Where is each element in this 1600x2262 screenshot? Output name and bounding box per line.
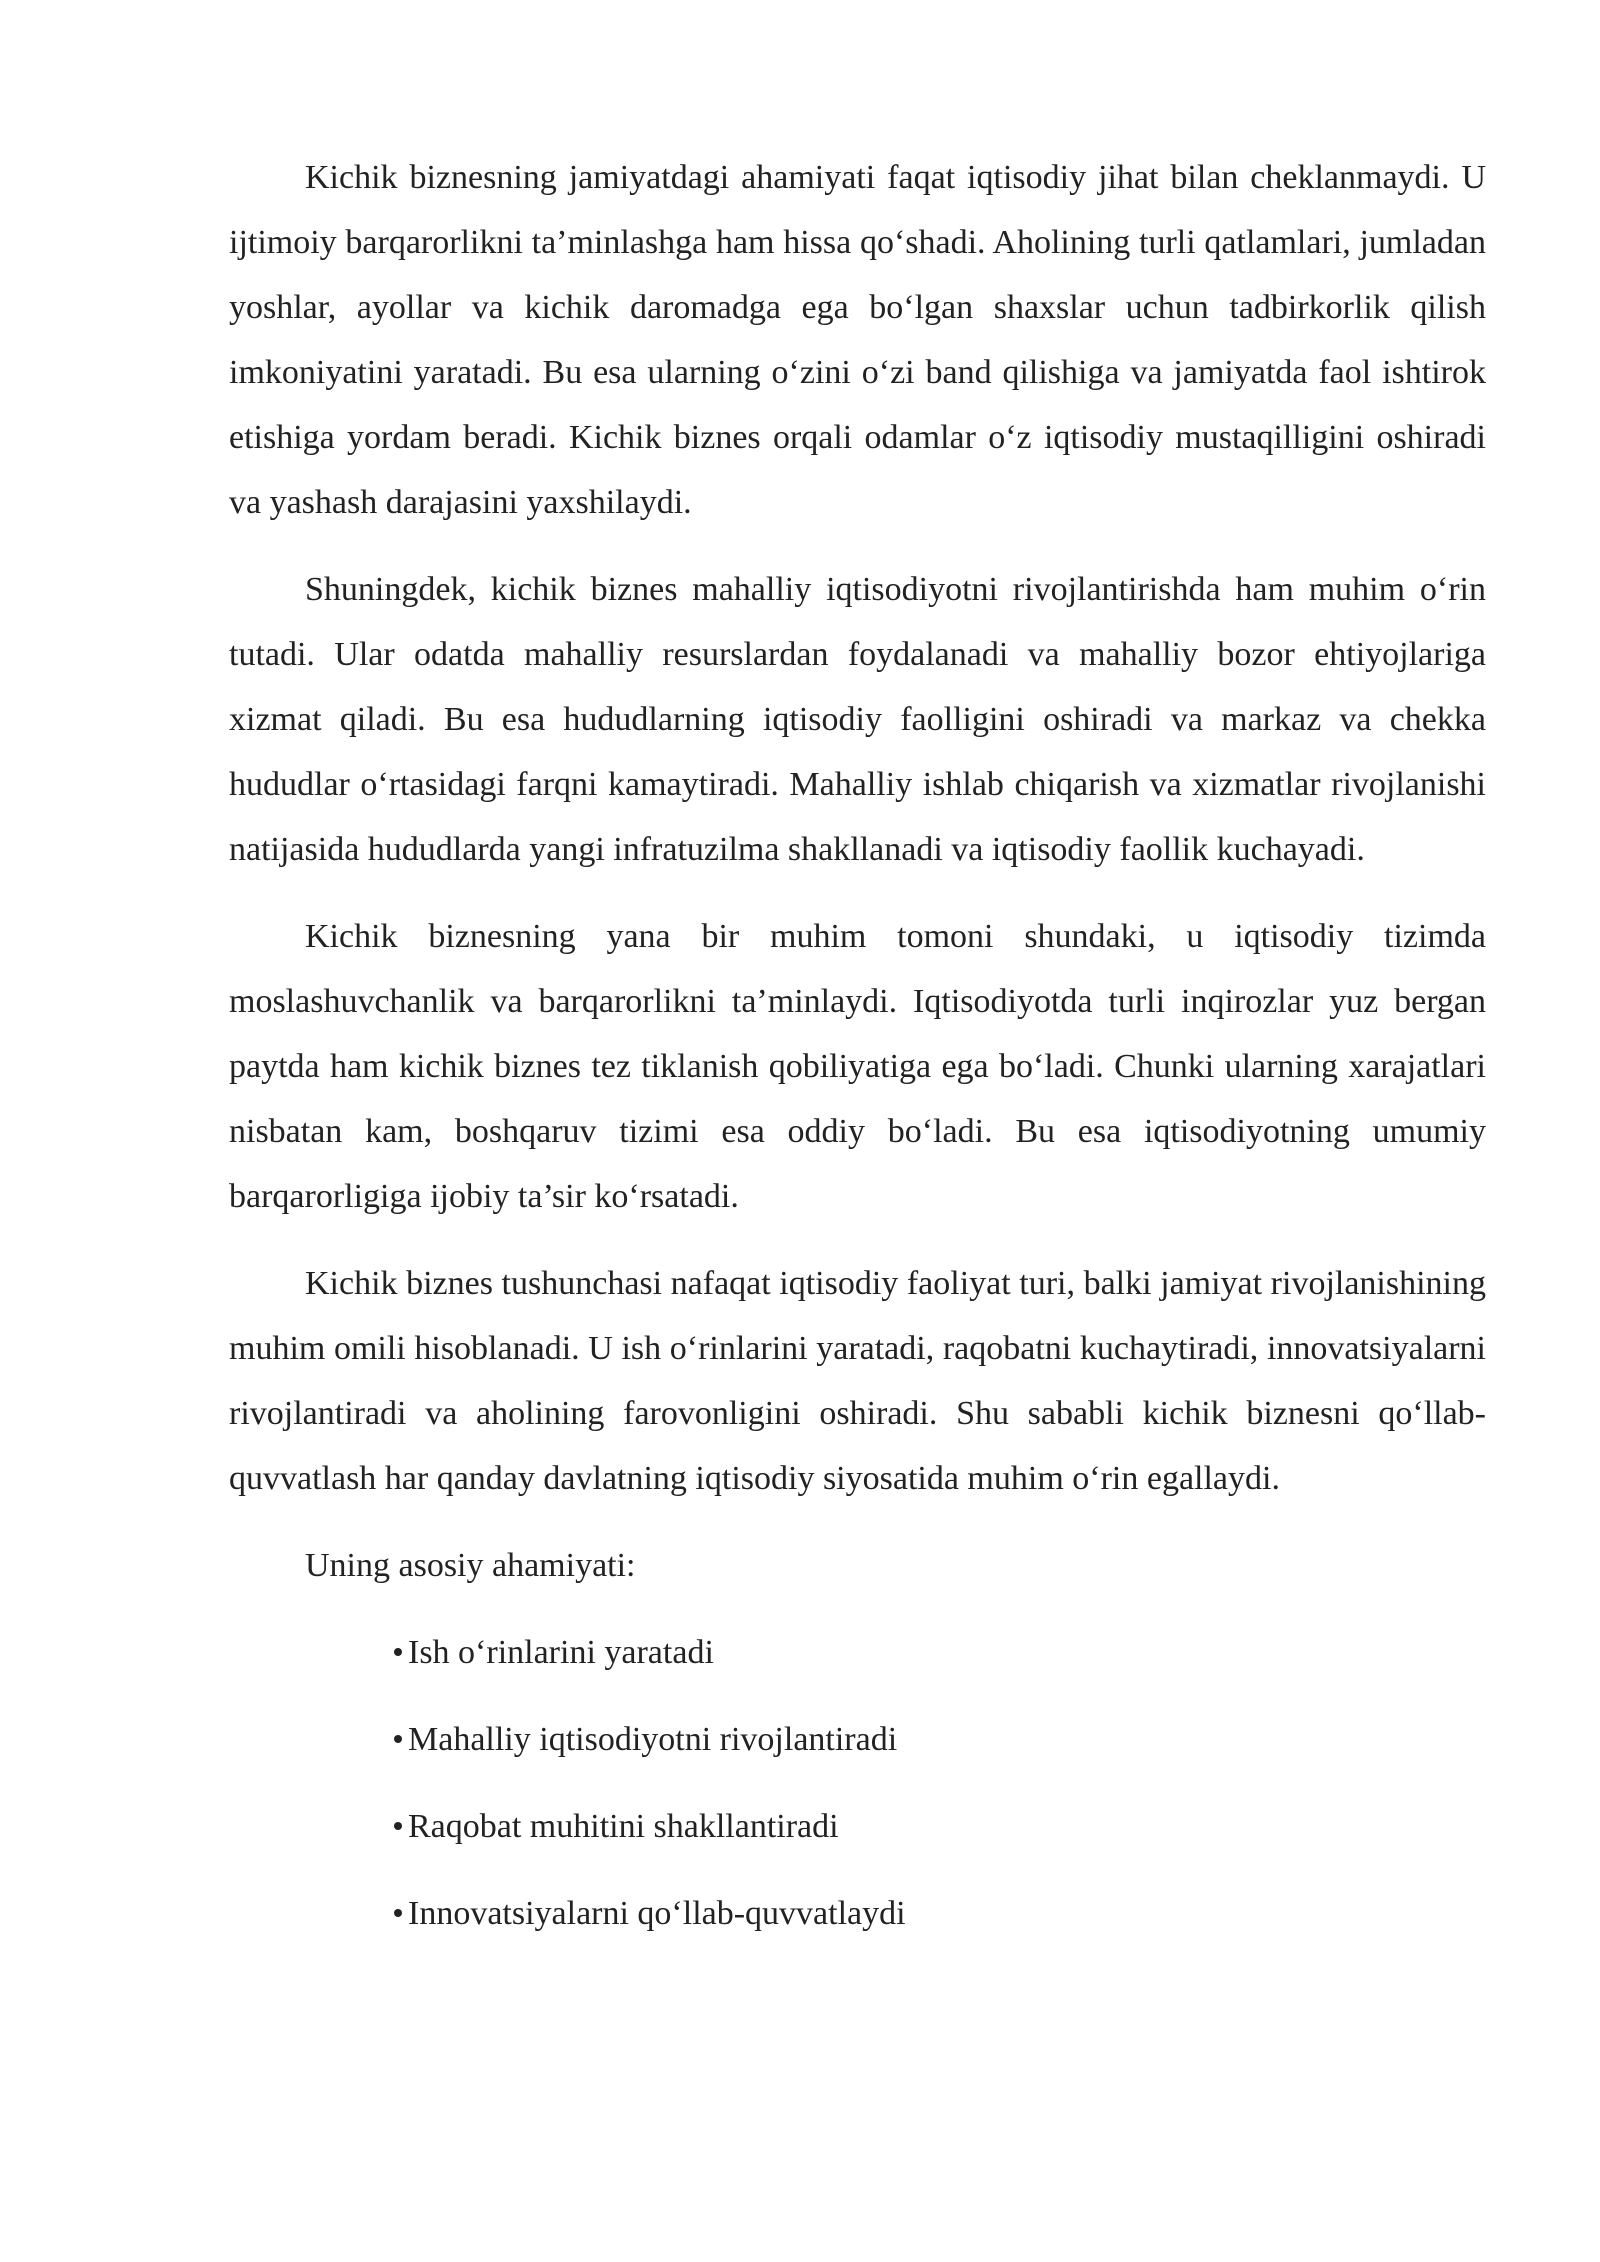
bullet-icon: [394, 1735, 402, 1743]
list-intro: Uning asosiy ahamiyati:: [305, 1547, 636, 1584]
paragraph-social-importance: Kichik biznesning jamiyatdagi ahamiyati faqat iqtisodiy jihat bilan cheklanmaydi. U ijtimoiy barqarorlikni ta’minlashga ham hissa qo‘shadi. Aholining turli qatlamlari, jumladan yoshlar, ayollar va kichik daromadga ega bo‘lgan shaxslar uchun tadbirkorlik qilish imkoniyatini yaratadi. Bu esa ularning o‘zini o‘zi band qilishiga va jamiyatda faol ishtirok etishiga yordam beradi. Kichik biznes orqali odamlar o‘z iqtisodiy mustaqilligini oshiradi va yashash darajasini yaxshilaydi.: [229, 159, 1486, 521]
list-item: [394, 1707, 1486, 1772]
importance-list: [229, 1620, 1486, 1946]
list-item: [394, 1620, 1486, 1685]
list-item-text: Ish o‘rinlarini yaratadi: [408, 1634, 714, 1671]
document-body: [229, 145, 1486, 1946]
list-item: [394, 1794, 1486, 1859]
paragraph-local-economy: Shuningdek, kichik biznes mahalliy iqtisodiyotni rivojlantirishda ham muhim o‘rin tutadi. Ular odatda mahalliy resurslardan foydalanadi va mahalliy bozor ehtiyojlariga xizmat qiladi. Bu esa hududlarning iqtisodiy faolligini oshiradi va markaz va chekka hududlar o‘rtasidagi farqni kamaytiradi. Mahalliy ishlab chiqarish va xizmatlar rivojlanishi natijasida hududlarda yangi infratuzilma shakllanadi va iqtisodiy faollik kuchayadi.: [229, 571, 1486, 868]
bullet-icon: [394, 1648, 402, 1656]
bullet-icon: [394, 1822, 402, 1830]
list-item: [394, 1881, 1486, 1946]
list-item-text: Raqobat muhitini shakllantiradi: [408, 1808, 839, 1845]
list-item-text: Innovatsiyalarni qo‘llab-quvvatlaydi: [408, 1895, 906, 1932]
paragraph-concept: Kichik biznes tushunchasi nafaqat iqtisodiy faoliyat turi, balki jamiyat rivojlanishining muhim omili hisoblanadi. U ish o‘rinlarini yaratadi, raqobatni kuchaytiradi, innovatsiyalarni rivojlantiradi va aholining farovonligini oshiradi. Shu sababli kichik biznesni qo‘llab-quvvatlash har qanday davlatning iqtisodiy siyosatida muhim o‘rin egallaydi.: [229, 1265, 1486, 1497]
paragraph-flexibility: Kichik biznesning yana bir muhim tomoni shundaki, u iqtisodiy tizimda moslashuvchanlik va barqarorlikni ta’minlaydi. Iqtisodiyotda turli inqirozlar yuz bergan paytda ham kichik biznes tez tiklanish qobiliyatiga ega bo‘ladi. Chunki ularning xarajatlari nisbatan kam, boshqaruv tizimi esa oddiy bo‘ladi. Bu esa iqtisodiyotning umumiy barqarorligiga ijobiy ta’sir ko‘rsatadi.: [229, 918, 1486, 1215]
bullet-icon: [394, 1909, 402, 1917]
list-item-text: Mahalliy iqtisodiyotni rivojlantiradi: [408, 1721, 898, 1758]
